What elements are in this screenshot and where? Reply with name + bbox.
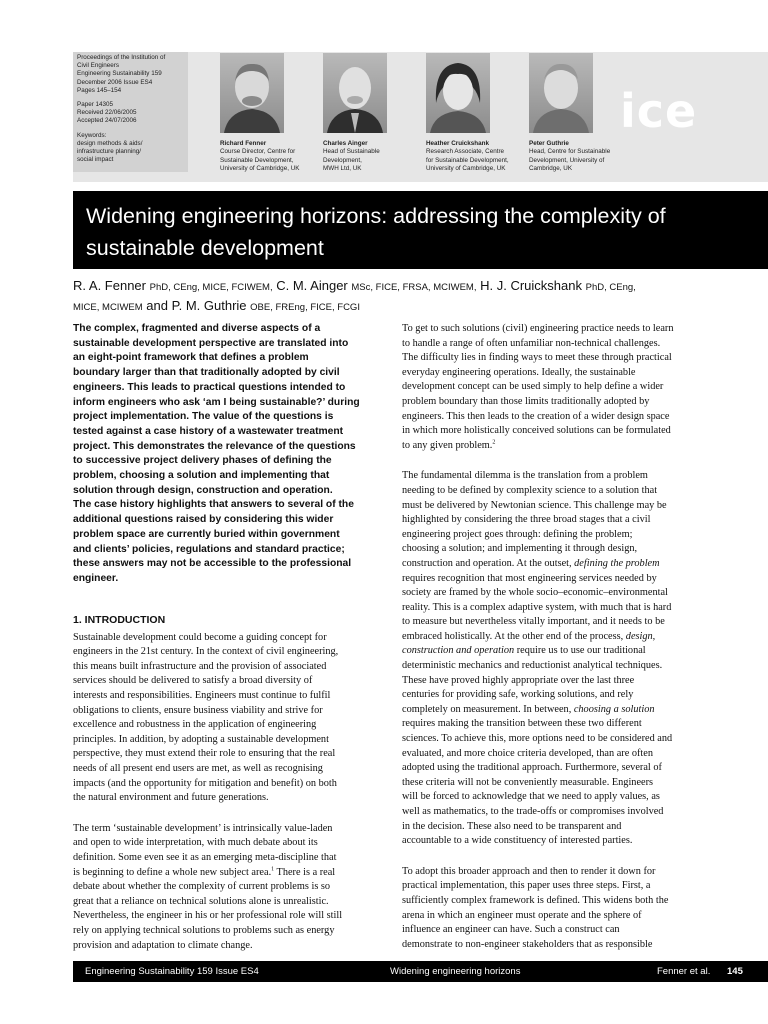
abstract-line: project implementation. The value of the questions is xyxy=(73,411,334,423)
author-card-line: MWH Ltd, UK xyxy=(323,164,362,172)
author-and: and xyxy=(146,298,168,313)
abstract-line: The complex, fragmented and diverse aspects of a xyxy=(73,323,321,334)
meta-keyword: design methods & aids/ xyxy=(77,139,143,147)
text-line: needs of all present end users are met, as well as recognising xyxy=(73,763,323,774)
text-line: debate about whether the complexity of current problems is so xyxy=(73,881,331,893)
text-line: arena in which an engineer must operate and the sphere of xyxy=(402,909,642,921)
text-line: engineers. This then leads to the creation of a wider design space xyxy=(402,410,670,422)
section-heading: 1. INTRODUCTION xyxy=(73,613,166,626)
text-line: embraced holistically. At the other end of the process, design, xyxy=(402,630,656,642)
text-line: principles. In addition, by adopting a sustainable development xyxy=(73,733,329,745)
title-bar xyxy=(73,191,768,269)
abstract-line: additional questions raised by considering this wider xyxy=(73,514,334,526)
text-line: must be delivered by Newtonian science. This challenge may be xyxy=(402,499,667,511)
author-card-line: for Sustainable Development, xyxy=(426,156,509,164)
text-line: great that a reliance on technical solutions alone is unrealistic. xyxy=(73,895,329,907)
footer-journal: Engineering Sustainability 159 Issue ES4 xyxy=(85,966,259,977)
author-photo-guthrie xyxy=(529,53,593,133)
abstract-line: The case history highlights that answers to several of the xyxy=(73,499,354,511)
ice-logo: ice xyxy=(620,84,698,138)
abstract-line: an eight-point framework that defines a problem xyxy=(73,352,309,364)
text-line: and open to wide interpretation, with much debate about its xyxy=(73,837,318,849)
meta-line: Proceedings of the Institution of xyxy=(77,54,166,61)
meta-keyword: social impact xyxy=(77,156,114,164)
text-line: engineers in the 21st century. In the context of civil engineering, xyxy=(73,646,339,658)
text-line: definition. Some even see it as an emerging meta-discipline that xyxy=(73,851,337,863)
text-line: problem boundary than those limits traditionally adopted by xyxy=(402,395,650,407)
text-line: completely on measurement. In between, choosing a solution xyxy=(402,703,655,715)
text-line: Nevertheless, the engineer in his or her professional role will still xyxy=(73,910,343,922)
abstract xyxy=(73,322,386,587)
author-card-line: University of Cambridge, UK xyxy=(220,164,300,172)
meta-journal: Engineering Sustainability 159 xyxy=(77,70,162,78)
text-line: engineering project goes through: defining the problem; xyxy=(402,528,633,540)
paper-title: Widening engineering horizons: addressing the complexity of sustainable development xyxy=(86,204,666,260)
text-line: deterministic mechanics and reductionist analytical techniques. xyxy=(402,660,663,672)
author-card-name: Richard Fenner xyxy=(220,140,267,147)
author-card-line: Cambridge, UK xyxy=(529,164,573,172)
page-footer xyxy=(73,961,768,982)
author-card-line: Development, xyxy=(323,156,362,164)
text-line: requires making the transition between these two different xyxy=(402,718,642,730)
meta-line: Civil Engineers xyxy=(77,62,119,70)
text-line: excellence and robustness in the application of engineering xyxy=(73,719,317,731)
abstract-line: these answers may not be accessible to the professional xyxy=(73,558,352,570)
abstract-line: project. This demonstrates the relevance of the questions xyxy=(73,440,356,452)
meta-keyword: infrastructure planning/ xyxy=(77,148,142,156)
right-column xyxy=(402,322,715,952)
author-photo-ainger xyxy=(323,53,387,133)
text-line: The term ‘sustainable development’ is intrinsically value-laden xyxy=(73,822,333,834)
body-paragraph xyxy=(402,469,715,848)
left-column xyxy=(73,322,386,953)
author-card-line: Head of Sustainable xyxy=(323,148,380,156)
author-card-name: Charles Ainger xyxy=(323,140,368,147)
text-line: development concept can be used simply to help define a wider xyxy=(402,381,664,393)
text-line: these criteria will not be conveniently measurable. Engineers xyxy=(402,776,654,788)
body-paragraph xyxy=(402,865,715,953)
text-line: impacts (and the opportunity for mitigation and benefit) on both xyxy=(73,777,337,789)
author-card-line: Course Director, Centre for xyxy=(220,148,296,156)
intro-paragraph xyxy=(73,822,386,953)
abstract-line: and clients’ policies, regulations and standard practice; xyxy=(73,543,345,555)
text-line: adopted using the traditional approach. Furthermore, several of xyxy=(402,762,662,774)
text-line: To adopt this broader approach and then to render it down for xyxy=(402,865,656,877)
text-line: choosing a solution; and implementing it through design, xyxy=(402,543,638,555)
meta-paper: Paper 14305 xyxy=(77,101,114,109)
author-card-name: Peter Guthrie xyxy=(529,140,569,147)
text-line: construction and operation. At the outset, defining the problem xyxy=(402,557,660,569)
text-line: requires recognition that most engineering services needed by xyxy=(402,572,657,584)
text-line: in the decision. These also need to be transparent and xyxy=(402,820,622,832)
text-line: practical implementation, this paper uses three steps. First, a xyxy=(402,880,651,892)
author-quals: MICE, MCIWEM xyxy=(73,302,143,313)
text-line: influence an engineer can have. Such a construct can xyxy=(402,924,620,936)
body-paragraph xyxy=(402,322,715,453)
text-line: evaluated, and more choice criteria developed, than are often xyxy=(402,747,654,759)
text-line: sciences. To achieve this, more options need to be considered and xyxy=(402,733,673,745)
footer-authors: Fenner et al. xyxy=(657,966,711,977)
author-quals: PhD, CEng, MICE, FCIWEM, xyxy=(149,282,273,293)
abstract-line: problem, choosing a solution and implementing that xyxy=(73,470,330,482)
author-card xyxy=(220,140,320,173)
meta-received: Received 22/06/2005 xyxy=(77,109,137,117)
text-line: well as mathematics, to the trade-offs or compromises involved xyxy=(402,806,664,817)
text-line: perspective, they must extend their role to ensuring that the real xyxy=(73,748,336,760)
author-card xyxy=(529,140,629,173)
author-photo-cruickshank xyxy=(426,53,490,133)
author-photo-fenner xyxy=(220,53,284,133)
text-line: reality. This is a complex adaptive system, with much that is hard xyxy=(402,601,672,613)
text-line: in which more holistically conceived solutions can be formulated xyxy=(402,425,671,437)
author-card-line: Development, University of xyxy=(529,156,605,164)
author-quals: PhD, CEng, xyxy=(585,282,636,293)
abstract-line: sustainable development perspective are translated into xyxy=(73,337,349,349)
text-line: The difficulty lies in finding ways to meet these through practical xyxy=(402,352,672,364)
author-card xyxy=(323,140,423,173)
abstract-line: solution through design, construction and operation. xyxy=(73,484,333,496)
author-card-line: Sustainable Development, xyxy=(220,156,294,164)
author-name: P. M. Guthrie xyxy=(171,298,247,313)
author-quals: MSc, FICE, FRSA, MCIWEM, xyxy=(351,282,477,293)
abstract-line: tested against a case history of a wastewater treatment xyxy=(73,425,344,437)
text-line: accountable to a wide constituency of interested parties. xyxy=(402,835,633,847)
text-line: to any given problem.$^2$ xyxy=(402,439,496,451)
author-card-name: Heather Cruickshank xyxy=(426,140,489,147)
abstract-line: boundary larger than that traditionally adopted by civil xyxy=(73,367,340,379)
text-line: is beginning to define a whole new subject area.$^1$ There is a real xyxy=(73,866,336,878)
text-line: interests and responsibilities. Engineers must continue to fulfil xyxy=(73,690,331,702)
author-card-line: Head, Centre for Sustainable xyxy=(529,148,611,156)
text-line: to measure but nevertheless vitally important, and it needs to be xyxy=(402,616,665,628)
intro-paragraph xyxy=(73,631,386,806)
abstract-line: engineers. This leads to practical questions intended to xyxy=(73,381,346,393)
text-line: To get to such solutions (civil) engineering practice needs to learn xyxy=(402,323,674,334)
text-line: highlighted by considering the three broad stages that a civil xyxy=(402,514,651,526)
author-name: R. A. Fenner xyxy=(73,278,146,293)
author-name: H. J. Cruickshank xyxy=(480,278,582,293)
text-line: rely on applying technical solutions to problems such as energy xyxy=(73,924,335,936)
page-number: 145 xyxy=(727,966,743,977)
text-line: services should be delivered to satisfy a broad diversity of xyxy=(73,675,313,687)
text-line: will be forced to acknowledge that we need to apply values, as xyxy=(402,791,660,803)
text-line: provision and adaptation to climate change. xyxy=(73,939,253,951)
text-line: Sustainable development could become a guiding concept for xyxy=(73,631,327,643)
meta-keywords-label: Keywords: xyxy=(77,131,107,139)
text-line: this means built infrastructure and the provision of associated xyxy=(73,660,327,672)
meta-accepted: Accepted 24/07/2006 xyxy=(77,117,137,125)
abstract-line: inform engineers who ask ‘am I being sustainable?’ during xyxy=(73,396,360,408)
author-byline xyxy=(73,277,743,317)
meta-pages: Pages 145–154 xyxy=(77,86,122,94)
text-line: demonstrate to non-engineer stakeholders that as responsible xyxy=(402,938,653,950)
text-line: everyday engineering operations. Ideally, the sustainable xyxy=(402,366,636,378)
publication-metadata xyxy=(73,52,188,172)
author-name: C. M. Ainger xyxy=(276,278,348,293)
text-line: These have proved highly appropriate over the last three xyxy=(402,674,635,686)
text-line: construction and operation require us to use our traditional xyxy=(402,645,646,657)
text-line: needing to be defined by complexity science to a solution that xyxy=(402,484,658,496)
author-quals: OBE, FREng, FICE, FCGI xyxy=(250,302,360,313)
text-line: sufficiently complex framework is defined. This widens both the xyxy=(402,894,669,906)
abstract-line: engineer. xyxy=(73,572,119,584)
text-line: obligations to clients, ensure business viability and strive for xyxy=(73,704,323,716)
author-card xyxy=(426,140,526,173)
meta-issue: December 2006 Issue ES4 xyxy=(77,78,153,86)
text-line: society are framed by the whole socio–economic–environmental xyxy=(402,587,668,599)
text-line: the natural environment and future generations. xyxy=(73,792,269,804)
text-line: centuries for providing safe, working solutions, and rely xyxy=(402,689,634,701)
text-line: to handle a range of often unfamiliar non-technical challenges. xyxy=(402,337,661,349)
abstract-line: problem space are currently buried within government xyxy=(73,528,340,540)
abstract-line: to successive project delivery phases of defining the xyxy=(73,455,332,467)
author-card-line: Research Associate, Centre xyxy=(426,148,505,156)
author-card-line: University of Cambridge, UK xyxy=(426,164,506,172)
text-line: The fundamental dilemma is the translation from a problem xyxy=(402,470,648,482)
footer-running-title: Widening engineering horizons xyxy=(390,966,521,977)
